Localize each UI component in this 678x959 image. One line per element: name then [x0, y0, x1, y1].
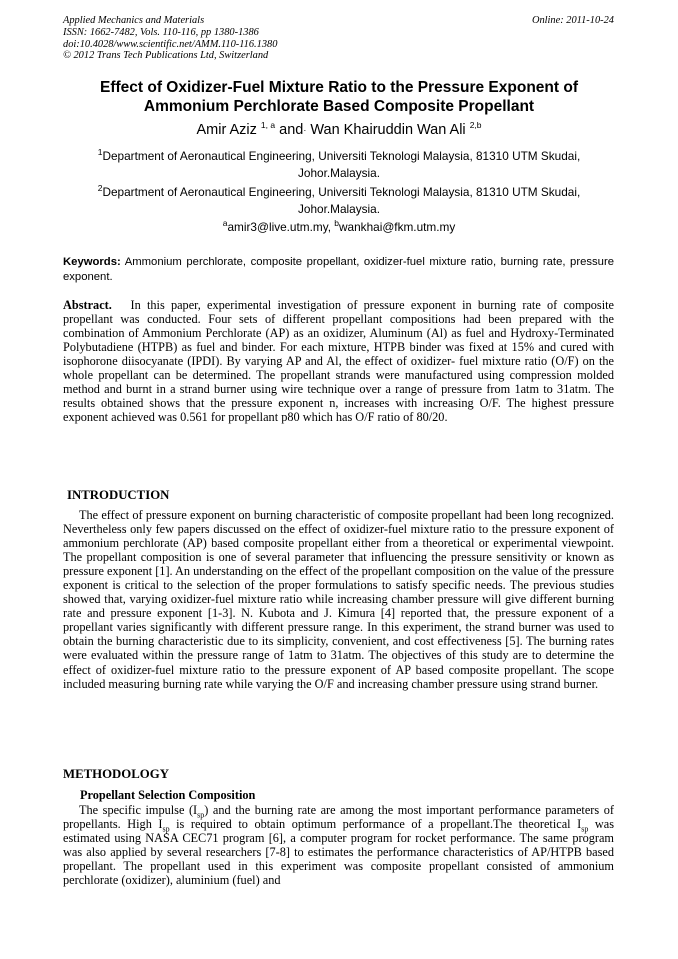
- keywords-text: Ammonium perchlorate, composite propellant, oxidizer-fuel mixture ratio, burning rate, pressure exponent.: [63, 256, 614, 283]
- author-separator-dot: ·: [303, 125, 307, 136]
- email-line: [40, 220, 638, 235]
- doi-line[interactable]: doi:10.4028/www.scientific.net/AMM.110-116.1380: [63, 38, 278, 50]
- affiliation-1: [70, 148, 608, 181]
- isp-sub-1: sp: [197, 810, 205, 820]
- methodology-subheading: Propellant Selection Composition: [80, 788, 256, 802]
- affiliation-1-mark: 1: [97, 147, 103, 158]
- isp-sub-3: sp: [581, 824, 589, 834]
- abstract-block: [63, 298, 614, 424]
- author-1-marks: 1, a: [260, 120, 276, 131]
- paper-title: [40, 79, 638, 116]
- abstract-text: In this paper, experimental investigation of pressure exponent in burning rate of composite propellant was conducted. Four sets of different propellant compositions had been prepared with the combination of Ammonium Perchlorate (AP) as an oxidizer, Aluminum (Al) as fuel and Hydroxy-Terminated Polybutadiene (HTPB) as fuel and binder. For each mixture, HTPB binder was fixed at 15% and cured with isophorone diisocyanate (IPDI). By varying AP and Al, the effect of oxidizer- fuel mixture ratio (O/F) on the whole propellant can be determined. The propellant strands were manufactured using compression molded method and burnt in a strand burner using wire technique over a range of pressure from 1atm to 31atm. The results obtained shows that the pressure exponent n, increases with increasing O/F. The highest pressure exponent achieved was 0.561 for propellant p80 which has O/F ratio of 80/20.: [63, 298, 615, 425]
- email-a[interactable]: amir3@live.utm.my,: [227, 220, 332, 234]
- affiliation-2-mark: 2: [97, 183, 103, 194]
- keywords-block: [63, 255, 614, 285]
- methodology-seg-3: is required to obtain optimum performance of a propellant.The theoretical I: [169, 817, 582, 832]
- author-2-marks: 2,b: [469, 120, 482, 131]
- methodology-seg-2: ) and the burning rate are among the most important performance parameters of propellants. High I: [63, 803, 614, 832]
- introduction-paragraph: The effect of pressure exponent on burning characteristic of composite propellant had been long recognized. Nevertheless only few papers discussed on the effect of oxidizer-fuel mixture ratio to the pressure exponent of ammonium perchlorate (AP) based composite propellant either from a theoretical or experimental viewpoint. The propellant composition is one of several parameter that influencing the pressure sensitivity or known as pressure exponent [1]. An understanding on the effect of the propellant composition on the value of the pressure exponent is critical to the selection of the proper formulations to satisfy specific needs. The previous studies showed that, varying oxidizer-fuel mixture ratio while increasing chamber pressure will give different burning rate and pressure exponent [1-3]. N. Kubota and J. Kimura [4] reported that, the pressure exponent of a propellant varies significantly with different pressure range. In this experiment, the strand burner was used to obtain the burning characteristic due to its simplicity, convenient, and cost effectiveness [5]. The burning rates were evaluated within the pressure range of 1atm to 31atm. The objectives of this study are to determine the effect of oxidizer-fuel mixture ratio to the pressure exponent of AP based composite propellant. The scope included measuring burning rate while varying the O/F and increasing chamber pressure using strand burner.: [63, 508, 614, 691]
- abstract-label: Abstract.: [63, 298, 112, 312]
- email-a-mark: a: [222, 218, 228, 229]
- methodology-heading: METHODOLOGY: [63, 767, 169, 781]
- affiliation-2: [70, 184, 608, 217]
- methodology-seg-1: The specific impulse (I: [79, 803, 198, 817]
- copyright-line: © 2012 Trans Tech Publications Ltd, Switzerland: [63, 50, 269, 62]
- online-date: Online: 2011-10-24: [531, 15, 614, 26]
- author-joiner: and: [279, 122, 304, 138]
- methodology-seg-4: was estimated using NASA CEC71 program [6], a computer program for rocket performance. The same program was also applied by several researchers [7-8] to estimates the performance characteristics of AP/HTPB based propellant. The propellant used in this experiment was composite propellant consisted of ammonium perchlorate (oxidizer), aluminium (fuel) and: [63, 817, 614, 888]
- title-line-2: Ammonium Perchlorate Based Composite Propellant: [143, 97, 535, 115]
- email-b-mark: b: [334, 218, 340, 229]
- author-2: Wan Khairuddin Wan Ali: [310, 122, 466, 138]
- email-b[interactable]: wankhai@fkm.utm.my: [339, 220, 456, 234]
- journal-header: [63, 15, 277, 62]
- author-line: [40, 121, 638, 139]
- methodology-paragraph: [63, 803, 614, 887]
- title-line-1: Effect of Oxidizer-Fuel Mixture Ratio to the Pressure Exponent of: [100, 79, 578, 96]
- affiliation-2-text: Department of Aeronautical Engineering, Universiti Teknologi Malaysia, 81310 UTM Skudai, Johor.Malaysia.: [102, 185, 581, 216]
- journal-name: Applied Mechanics and Materials: [63, 15, 205, 26]
- affiliation-1-text: Department of Aeronautical Engineering, Universiti Teknologi Malaysia, 81310 UTM Skudai, Johor.Malaysia.: [102, 149, 581, 180]
- issn-line: ISSN: 1662-7482, Vols. 110-116, pp 1380-1386: [63, 26, 259, 38]
- isp-sub-2: sp: [162, 824, 170, 834]
- introduction-heading: INTRODUCTION: [67, 488, 170, 502]
- author-1: Amir Aziz: [196, 122, 257, 138]
- keywords-label: Keywords:: [63, 256, 121, 268]
